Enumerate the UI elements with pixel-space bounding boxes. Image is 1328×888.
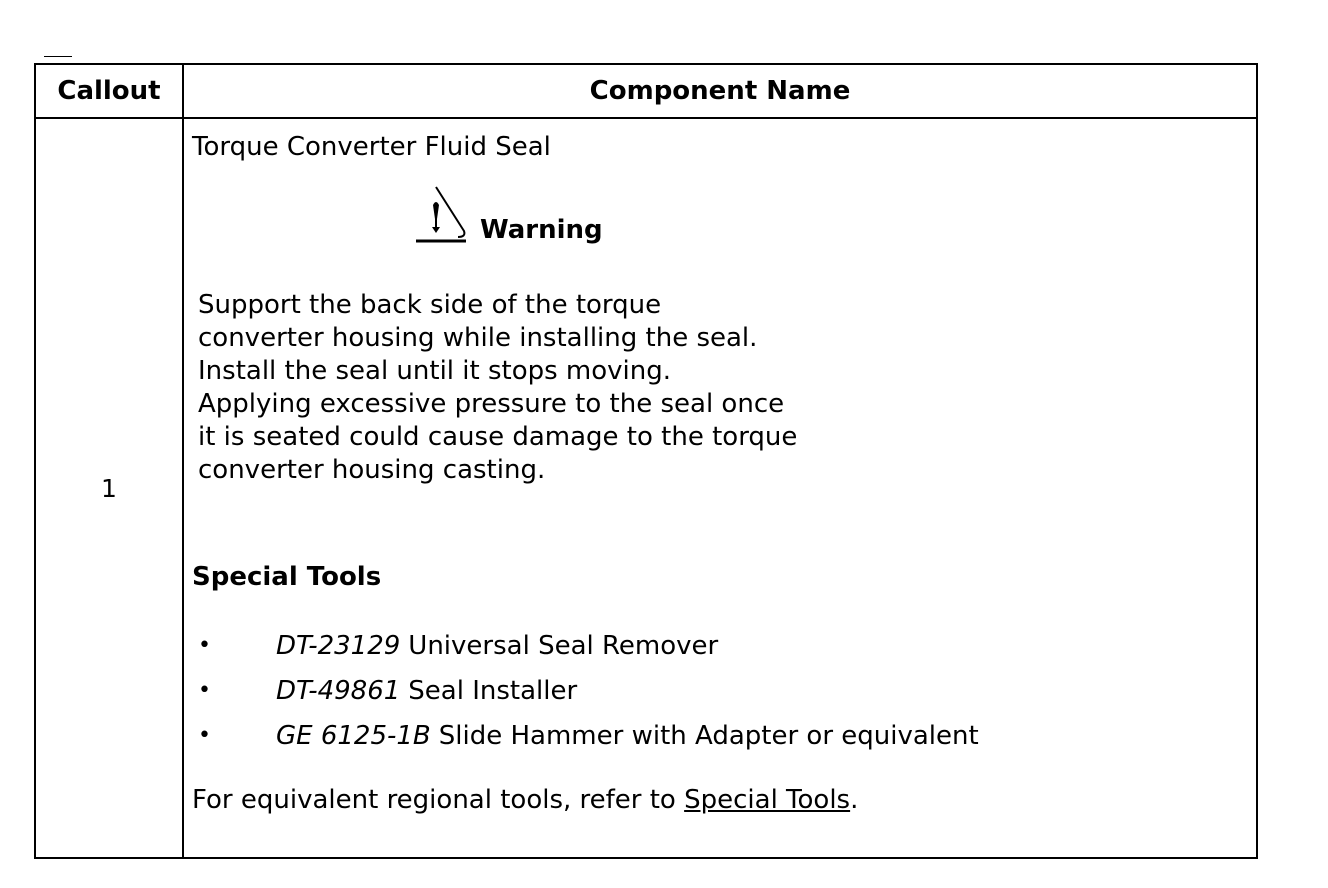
list-item: [192, 623, 1256, 668]
table-header-row: [35, 64, 1257, 118]
warning-caution-icon: [414, 181, 470, 247]
header-callout: Callout: [35, 64, 183, 118]
bullet-icon: •: [198, 722, 211, 748]
warning-line: converter housing while installing the seal.: [198, 323, 758, 353]
component-cell: [183, 118, 1257, 858]
warning-line: converter housing casting.: [198, 455, 546, 485]
list-item: [192, 668, 1256, 713]
special-tools-list: [192, 623, 1256, 758]
tool-description: Seal Installer: [408, 675, 578, 706]
callout-number: 1: [35, 118, 183, 858]
warning-line: Support the back side of the torque: [198, 290, 662, 320]
tool-number: GE 6125-1B: [276, 720, 431, 751]
tool-description: Slide Hammer with Adapter or equivalent: [438, 720, 979, 751]
bullet-icon: •: [198, 677, 211, 703]
warning-label: Warning: [480, 215, 603, 245]
header-component-name: Component Name: [183, 64, 1257, 118]
special-tools-link[interactable]: Special Tools: [684, 785, 851, 815]
note-suffix: .: [850, 785, 859, 815]
warning-line: it is seated could cause damage to the torque: [198, 422, 798, 452]
warning-text: [198, 289, 838, 487]
tool-number: DT-23129: [276, 630, 401, 661]
tool-number: DT-49861: [276, 675, 401, 706]
note-prefix: For equivalent regional tools, refer to: [192, 785, 685, 815]
warning-block: [414, 177, 1256, 247]
warning-line: Install the seal until it stops moving.: [198, 356, 672, 386]
table-row: [35, 118, 1257, 858]
bullet-icon: •: [198, 632, 211, 658]
component-title: Torque Converter Fluid Seal: [192, 132, 551, 162]
component-table: [34, 63, 1258, 859]
regional-tools-note: [192, 784, 1256, 816]
warning-line: Applying excessive pressure to the seal once: [198, 389, 785, 419]
top-rule: [44, 56, 72, 57]
special-tools-heading: Special Tools: [192, 562, 382, 592]
list-item: [192, 713, 1256, 758]
tool-description: Universal Seal Remover: [408, 630, 719, 661]
